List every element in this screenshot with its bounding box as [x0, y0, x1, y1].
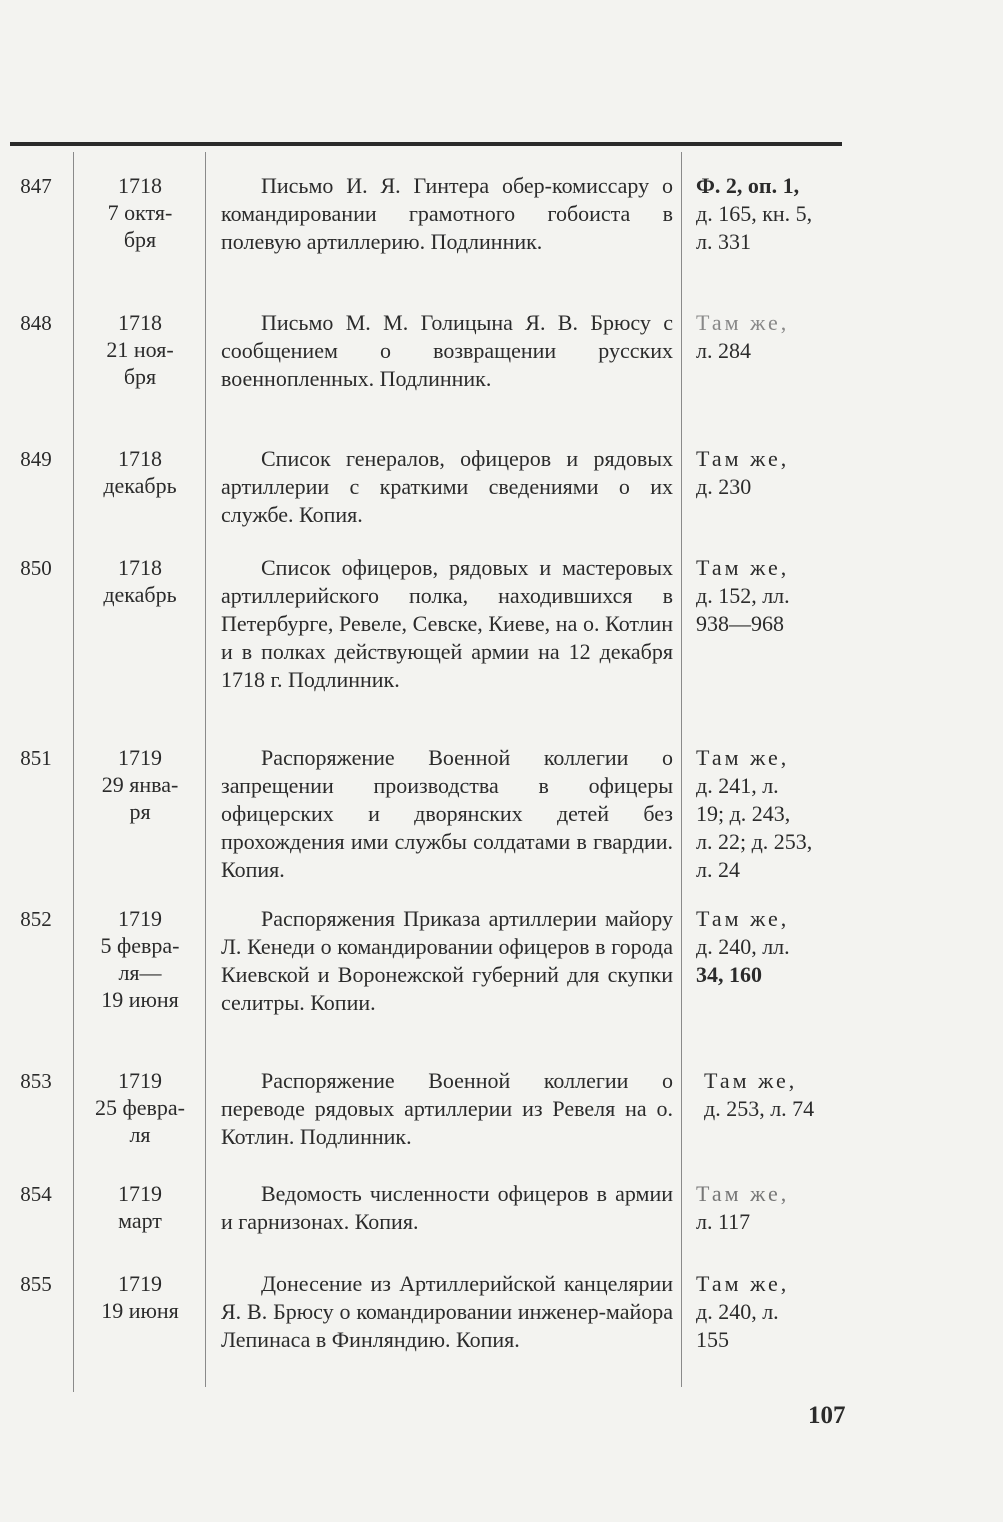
entry-reference: Там же, л. 117: [696, 1181, 790, 1234]
entry-reference: Ф. 2, оп. 1, д. 165, кн. 5, л. 331: [696, 173, 813, 254]
entry-description: Распоряжения Приказа артиллерии майору Л. Кенеди о командировании офицеров в города Киевской и Воронежской губерний для скупки селитры. Копии.: [221, 906, 673, 1015]
entry-description: Список генералов, офицеров и рядовых артиллерии с краткими сведениями о их службе. Копия.: [221, 446, 673, 527]
entry-description: Письмо М. М. Голицына Я. В. Брюсу с сообщением о возвращении русских военнопленных. Подлинник.: [221, 310, 673, 391]
column-divider-number: [73, 152, 74, 1392]
entry-date: 1718 21 ноя- бря: [106, 310, 174, 389]
entry-description: Распоряжение Военной коллегии о запрещении производства в офицеры офицерских и дворянских детей без прохождения ими службы солдатами в гвардии. Копия.: [221, 745, 673, 882]
entry-date: 1718 декабрь: [103, 555, 177, 607]
entry-date: 1718 декабрь: [103, 446, 177, 498]
entry-reference: Там же, д. 253, л. 74: [704, 1068, 815, 1121]
entry-date: 1719 25 февра- ля: [95, 1068, 185, 1147]
entry-reference: Там же, д. 230: [696, 446, 790, 499]
entry-number: 850: [20, 556, 52, 580]
entry-reference: Там же, д. 241, л. 19; д. 243, л. 22; д. 253, л. 24: [696, 745, 813, 882]
entry-description: Распоряжение Военной коллегии о переводе рядовых артиллерии из Ревеля на о. Котлин. Подлинник.: [221, 1068, 673, 1149]
entry-date: 1719 5 февра- ля— 19 июня: [100, 906, 180, 1012]
entry-reference: Там же, д. 152, лл. 938—968: [696, 555, 790, 636]
entry-description: Донесение из Артиллерийской канцелярии Я. В. Брюсу о командировании инженер-майора Лепинаса в Финляндию. Копия.: [221, 1271, 673, 1352]
entry-number: 847: [20, 174, 52, 198]
entry-number: 852: [20, 907, 52, 931]
column-divider-date: [205, 152, 206, 1387]
entry-number: 851: [20, 746, 52, 770]
entry-description: Ведомость численности офицеров в армии и гарнизонах. Копия.: [221, 1181, 673, 1234]
entry-number: 854: [20, 1182, 52, 1206]
entry-reference: Там же, д. 240, лл. 34, 160: [696, 906, 790, 987]
entry-date: 1718 7 октя- бря: [107, 173, 173, 252]
entry-description: Список офицеров, рядовых и мастеровых артиллерийского полка, находившихся в Петербурге, Ревеле, Севске, Киеве, на о. Котлин и в полках действующей армии на 12 декабря 1718 г. Подлинник.: [221, 555, 673, 692]
entry-number: 853: [20, 1069, 52, 1093]
entry-number: 848: [20, 311, 52, 335]
top-rule: [10, 142, 842, 146]
page-number: 107: [808, 1402, 846, 1429]
entry-number: 849: [20, 447, 52, 471]
entry-reference: Там же, д. 240, л. 155: [696, 1271, 790, 1352]
entry-reference: Там же, л. 284: [696, 310, 790, 363]
entry-date: 1719 19 июня: [101, 1271, 179, 1323]
entry-date: 1719 29 янва- ря: [101, 745, 179, 824]
entry-number: 855: [20, 1272, 52, 1296]
entry-date: 1719 март: [118, 1181, 162, 1233]
entry-description: Письмо И. Я. Гинтера обер-комиссару о командировании грамотного гобоиста в полевую артиллерию. Подлинник.: [221, 173, 673, 254]
column-divider-description: [681, 152, 682, 1387]
